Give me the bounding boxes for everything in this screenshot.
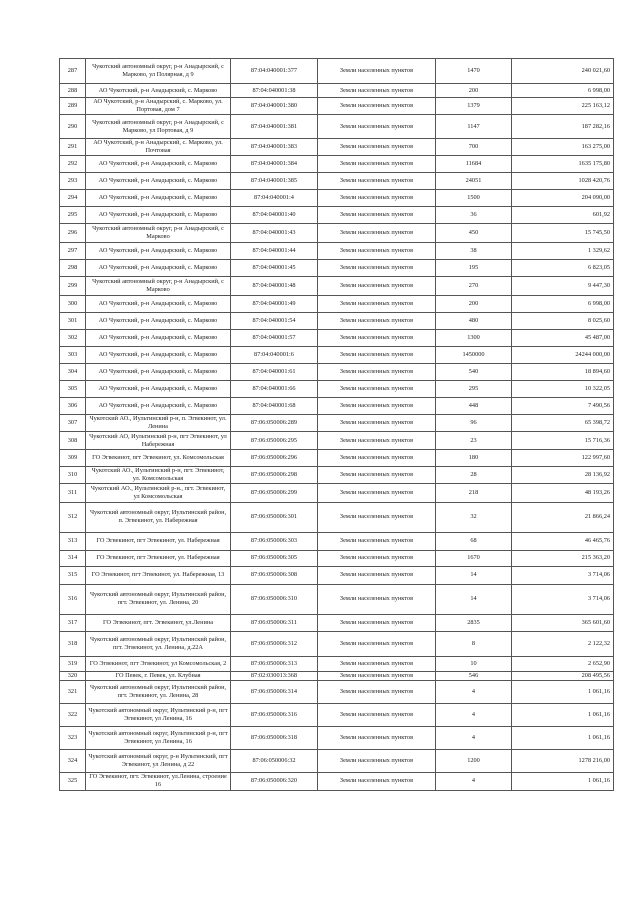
land-category-cell: Земли населенных пунктов [318,584,436,614]
cadastral-number-cell: 87:06:050006:314 [231,680,318,703]
cadastral-number-cell: 87:06:050006:296 [231,450,318,467]
land-category-cell: Земли населенных пунктов [318,84,436,98]
table-row [60,260,614,277]
address-cell: АО Чукотский, р-н Анадырский, с. Марково [86,313,231,330]
row-number-cell: 297 [60,243,86,260]
land-category-cell: Земли населенных пунктов [318,680,436,703]
cadastral-number-cell: 87:04:040001:383 [231,139,318,156]
cadastral-value-cell: 6 998,00 [512,84,614,98]
table-row [60,398,614,415]
row-number-cell: 311 [60,483,86,502]
row-number-cell: 301 [60,313,86,330]
cadastral-number-cell: 87:04:040001:66 [231,381,318,398]
area-cell: 218 [436,483,512,502]
address-cell: АО Чукотский, р-н Анадырский, с. Марково [86,296,231,313]
cadastral-number-cell: 87:06:050006:32 [231,749,318,772]
table-row [60,483,614,502]
cadastral-number-cell: 87:04:040001:38 [231,84,318,98]
cadastral-value-cell: 3 714,06 [512,584,614,614]
land-category-cell: Земли населенных пунктов [318,115,436,139]
land-category-cell: Земли населенных пунктов [318,656,436,671]
area-cell: 8 [436,631,512,656]
area-cell: 1470 [436,59,512,84]
row-number-cell: 302 [60,330,86,347]
cadastral-value-cell: 1 061,16 [512,680,614,703]
cadastral-value-cell: 240 021,60 [512,59,614,84]
row-number-cell: 291 [60,139,86,156]
cadastral-value-cell: 46 465,76 [512,532,614,550]
address-cell: АО Чукотский, р-н Анадырский, с. Марково [86,260,231,277]
address-cell: Чукотский автономный округ, р-н Иультинский, пгт Эгвекинот, ул Ленина, д 22 [86,749,231,772]
cadastral-number-cell: 87:06:050006:320 [231,772,318,790]
area-cell: 11684 [436,156,512,173]
cadastral-number-cell: 87:06:050006:295 [231,432,318,450]
table-row [60,364,614,381]
cadastral-value-cell: 15 745,50 [512,224,614,243]
cadastral-number-cell: 87:04:040001:48 [231,277,318,296]
table-row [60,502,614,532]
address-cell: АО Чукотский, р-н Анадырский, с. Марково [86,173,231,190]
cadastral-value-cell: 204 090,00 [512,190,614,207]
land-category-cell: Земли населенных пунктов [318,330,436,347]
area-cell: 270 [436,277,512,296]
address-cell: АО Чукотский, р-н Анадырский, с. Марково [86,207,231,224]
area-cell: 295 [436,381,512,398]
row-number-cell: 322 [60,703,86,726]
cadastral-number-cell: 87:06:050006:299 [231,483,318,502]
cadastral-value-cell: 601,92 [512,207,614,224]
land-category-cell: Земли населенных пунктов [318,614,436,631]
area-cell: 96 [436,415,512,432]
row-number-cell: 288 [60,84,86,98]
address-cell: ГО Эгвекинот, пгт Эгвекинот, ул. Набережная [86,550,231,566]
table-row [60,173,614,190]
row-number-cell: 292 [60,156,86,173]
table-row [60,726,614,749]
address-cell: Чукотский автономный округ, р-н Анадырский, с Марково, ул Полярная, д 9 [86,59,231,84]
address-cell: АО Чукотский, р-н Анадырский, с. Марково [86,84,231,98]
area-cell: 200 [436,84,512,98]
table-row [60,467,614,484]
area-cell: 28 [436,467,512,484]
area-cell: 700 [436,139,512,156]
cadastral-number-cell: 87:06:050006:301 [231,502,318,532]
row-number-cell: 299 [60,277,86,296]
address-cell: Чукотский автономный округ, р-н Анадырский, с Марково [86,224,231,243]
row-number-cell: 324 [60,749,86,772]
table-row [60,656,614,671]
cadastral-value-cell: 48 193,26 [512,483,614,502]
land-category-cell: Земли населенных пунктов [318,703,436,726]
table-body [60,59,614,791]
cadastral-number-cell: 87:04:040001:381 [231,115,318,139]
row-number-cell: 304 [60,364,86,381]
address-cell: АО Чукотский, р-н Анадырский, с. Марково [86,190,231,207]
land-category-cell: Земли населенных пунктов [318,532,436,550]
table-row [60,139,614,156]
address-cell: АО Чукотский, р-н Анадырский, с. Марково [86,243,231,260]
cadastral-number-cell: 87:06:050006:312 [231,631,318,656]
row-number-cell: 289 [60,98,86,115]
address-cell: Чукотский автономный округ, Иультинский р-н, пгт Эгвекинот, ул Ленина, 16 [86,726,231,749]
land-category-cell: Земли населенных пунктов [318,156,436,173]
table-row [60,347,614,364]
cadastral-number-cell: 87:04:040001:40 [231,207,318,224]
cadastral-value-cell: 18 894,60 [512,364,614,381]
table-row [60,680,614,703]
table-row [60,532,614,550]
row-number-cell: 296 [60,224,86,243]
land-category-cell: Земли населенных пунктов [318,671,436,680]
area-cell: 23 [436,432,512,450]
table-row [60,84,614,98]
row-number-cell: 303 [60,347,86,364]
row-number-cell: 317 [60,614,86,631]
land-category-cell: Земли населенных пунктов [318,398,436,415]
table-row [60,156,614,173]
cadastral-number-cell: 87:06:050006:298 [231,467,318,484]
cadastral-number-cell: 87:04:040001:4 [231,190,318,207]
cadastral-value-cell: 1028 420,76 [512,173,614,190]
area-cell: 32 [436,502,512,532]
row-number-cell: 309 [60,450,86,467]
row-number-cell: 315 [60,566,86,584]
cadastral-value-cell: 2 122,32 [512,631,614,656]
cadastral-number-cell: 87:06:050006:310 [231,584,318,614]
address-cell: Чукотский автономный округ, Иультинский район, пгт. Эгвекинот, ул. Ленина, д.22А [86,631,231,656]
table-row [60,381,614,398]
land-category-cell: Земли населенных пунктов [318,502,436,532]
row-number-cell: 295 [60,207,86,224]
row-number-cell: 290 [60,115,86,139]
cadastral-value-cell: 1 061,16 [512,703,614,726]
land-category-cell: Земли населенных пунктов [318,432,436,450]
address-cell: АО Чукотский, р-н Анадырский, с. Марково [86,364,231,381]
row-number-cell: 319 [60,656,86,671]
table-row [60,415,614,432]
cadastral-number-cell: 87:06:050006:311 [231,614,318,631]
row-number-cell: 305 [60,381,86,398]
cadastral-number-cell: 87:06:050006:305 [231,550,318,566]
area-cell: 1379 [436,98,512,115]
cadastral-value-cell: 28 136,92 [512,467,614,484]
table-row [60,671,614,680]
area-cell: 195 [436,260,512,277]
address-cell: Чукотский автономный округ, р-н Анадырский, с Марково [86,277,231,296]
cadastral-value-cell: 163 275,00 [512,139,614,156]
row-number-cell: 287 [60,59,86,84]
address-cell: Чукотский АО., Иультинский р-н, п. Эгвекинот, ул. Ленина [86,415,231,432]
land-category-cell: Земли населенных пунктов [318,631,436,656]
table-row [60,330,614,347]
address-cell: ГО Эгвекинот, пгт Эгвекинот, ул. Комсомольская [86,450,231,467]
table-row [60,224,614,243]
table-row [60,313,614,330]
cadastral-value-cell: 9 447,30 [512,277,614,296]
cadastral-number-cell: 87:04:040001:385 [231,173,318,190]
land-category-cell: Земли населенных пунктов [318,726,436,749]
row-number-cell: 314 [60,550,86,566]
address-cell: Чукотский автономный округ, Иультинский район, пгт. Эгвекинот, ул. Ленина, 20 [86,584,231,614]
address-cell: Чукотский автономный округ, Иультинский район, п. Эгвекинот, ул. Набережная [86,502,231,532]
cadastral-value-cell: 6 998,00 [512,296,614,313]
address-cell: Чукотский АО., Иультинский р-н, пгт. Эгвекинот, ул. Комсомольская [86,467,231,484]
land-category-cell: Земли населенных пунктов [318,772,436,790]
land-plots-table [59,58,614,791]
cadastral-number-cell: 87:06:050006:318 [231,726,318,749]
land-category-cell: Земли населенных пунктов [318,139,436,156]
land-category-cell: Земли населенных пунктов [318,347,436,364]
address-cell: АО Чукотский, р-н Анадырский, с. Марково [86,398,231,415]
cadastral-number-cell: 87:02:030013:368 [231,671,318,680]
cadastral-value-cell: 1635 175,80 [512,156,614,173]
cadastral-value-cell: 21 866,24 [512,502,614,532]
area-cell: 180 [436,450,512,467]
address-cell: АО Чукотский, р-н Анадырский, с. Марково [86,156,231,173]
table-row [60,98,614,115]
cadastral-number-cell: 87:04:040001:54 [231,313,318,330]
area-cell: 1500 [436,190,512,207]
cadastral-value-cell: 8 025,60 [512,313,614,330]
land-category-cell: Земли населенных пунктов [318,207,436,224]
land-category-cell: Земли населенных пунктов [318,313,436,330]
area-cell: 4 [436,703,512,726]
cadastral-value-cell: 1 061,16 [512,726,614,749]
cadastral-number-cell: 87:06:050006:313 [231,656,318,671]
area-cell: 68 [436,532,512,550]
area-cell: 1200 [436,749,512,772]
address-cell: ГО Эгвекинот, пгт Эгвекинот, ул Комсомольская, 2 [86,656,231,671]
cadastral-value-cell: 1 329,62 [512,243,614,260]
land-category-cell: Земли населенных пунктов [318,550,436,566]
land-category-cell: Земли населенных пунктов [318,450,436,467]
land-category-cell: Земли населенных пунктов [318,243,436,260]
address-cell: ГО Эгвекинот, пгт. Эгвекинот, ул.Ленина [86,614,231,631]
table-row [60,277,614,296]
table-row [60,450,614,467]
table-row [60,550,614,566]
area-cell: 480 [436,313,512,330]
row-number-cell: 316 [60,584,86,614]
address-cell: ГО Эгвекинот, пгт Эгвекинот, ул. Набережная [86,532,231,550]
land-category-cell: Земли населенных пунктов [318,190,436,207]
table-row [60,115,614,139]
land-category-cell: Земли населенных пунктов [318,364,436,381]
cadastral-number-cell: 87:04:040001:377 [231,59,318,84]
cadastral-value-cell: 10 322,05 [512,381,614,398]
cadastral-number-cell: 87:04:040001:57 [231,330,318,347]
area-cell: 4 [436,726,512,749]
table-row [60,190,614,207]
address-cell: АО Чукотский, р-н Анадырский, с. Марково [86,347,231,364]
cadastral-number-cell: 87:04:040001:68 [231,398,318,415]
cadastral-value-cell: 1278 216,00 [512,749,614,772]
land-category-cell: Земли населенных пунктов [318,296,436,313]
row-number-cell: 310 [60,467,86,484]
address-cell: Чукотский АО, Иультинский р-н, пгт Эгвекинот, ул Набережная [86,432,231,450]
table-row [60,703,614,726]
table-row [60,749,614,772]
cadastral-value-cell: 45 487,00 [512,330,614,347]
area-cell: 14 [436,566,512,584]
cadastral-number-cell: 87:04:040001:43 [231,224,318,243]
address-cell: Чукотский автономный округ, Иультинский район, пгт. Эгвекинот, ул. Ленина, 28 [86,680,231,703]
row-number-cell: 321 [60,680,86,703]
row-number-cell: 320 [60,671,86,680]
cadastral-value-cell: 65 398,72 [512,415,614,432]
table-row [60,296,614,313]
cadastral-value-cell: 24244 000,00 [512,347,614,364]
row-number-cell: 307 [60,415,86,432]
cadastral-value-cell: 122 997,60 [512,450,614,467]
land-category-cell: Земли населенных пунктов [318,566,436,584]
row-number-cell: 313 [60,532,86,550]
land-category-cell: Земли населенных пунктов [318,173,436,190]
cadastral-value-cell: 7 490,56 [512,398,614,415]
cadastral-value-cell: 365 601,60 [512,614,614,631]
area-cell: 1147 [436,115,512,139]
cadastral-value-cell: 215 363,20 [512,550,614,566]
area-cell: 2835 [436,614,512,631]
table-row [60,566,614,584]
area-cell: 546 [436,671,512,680]
address-cell: АО Чукотский, р-н Анадырский, с. Марково [86,330,231,347]
row-number-cell: 312 [60,502,86,532]
area-cell: 4 [436,772,512,790]
cadastral-value-cell: 225 163,12 [512,98,614,115]
table-row [60,631,614,656]
table-row [60,432,614,450]
land-category-cell: Земли населенных пунктов [318,483,436,502]
address-cell: Чукотский АО., Иультинский р-н., пгт. Эгвекинот, ул Комсомольская [86,483,231,502]
area-cell: 448 [436,398,512,415]
row-number-cell: 325 [60,772,86,790]
area-cell: 1670 [436,550,512,566]
cadastral-value-cell: 1 061,16 [512,772,614,790]
row-number-cell: 308 [60,432,86,450]
row-number-cell: 306 [60,398,86,415]
cadastral-number-cell: 87:04:040001:384 [231,156,318,173]
land-category-cell: Земли населенных пунктов [318,381,436,398]
address-cell: АО Чукотский, р-н Анадырский, с. Марково, ул. Портовая, дом 7 [86,98,231,115]
row-number-cell: 318 [60,631,86,656]
area-cell: 200 [436,296,512,313]
address-cell: Чукотский автономный округ, Иультинский р-н, пгт Эгвекинот, ул Ленина, 16 [86,703,231,726]
address-cell: ГО Эгвекинот, пгт. Эгвекинот, ул.Ленина, строение 16 [86,772,231,790]
area-cell: 38 [436,243,512,260]
address-cell: ГО Эгвекинот, пгт Эгвекинот, ул. Набережная, 13 [86,566,231,584]
land-category-cell: Земли населенных пунктов [318,59,436,84]
cadastral-value-cell: 3 714,06 [512,566,614,584]
row-number-cell: 293 [60,173,86,190]
cadastral-value-cell: 187 282,16 [512,115,614,139]
table-row [60,207,614,224]
table-row [60,243,614,260]
land-category-cell: Земли населенных пунктов [318,260,436,277]
cadastral-value-cell: 208 495,56 [512,671,614,680]
cadastral-number-cell: 87:04:040001:61 [231,364,318,381]
row-number-cell: 323 [60,726,86,749]
cadastral-number-cell: 87:06:050006:316 [231,703,318,726]
row-number-cell: 300 [60,296,86,313]
address-cell: АО Чукотский, р-н Анадырский, с. Марково, ул. Почтовая [86,139,231,156]
land-category-cell: Земли населенных пунктов [318,98,436,115]
area-cell: 36 [436,207,512,224]
cadastral-number-cell: 87:04:040001:44 [231,243,318,260]
table-row [60,584,614,614]
land-category-cell: Земли населенных пунктов [318,277,436,296]
cadastral-value-cell: 2 652,90 [512,656,614,671]
cadastral-number-cell: 87:06:050006:289 [231,415,318,432]
cadastral-number-cell: 87:04:040001:45 [231,260,318,277]
table-row [60,614,614,631]
area-cell: 14 [436,584,512,614]
area-cell: 24051 [436,173,512,190]
land-category-cell: Земли населенных пунктов [318,224,436,243]
area-cell: 1300 [436,330,512,347]
cadastral-number-cell: 87:06:050006:308 [231,566,318,584]
address-cell: ГО Певек, г. Певек, ул. Клубная [86,671,231,680]
area-cell: 4 [436,680,512,703]
table-row [60,59,614,84]
land-category-cell: Земли населенных пунктов [318,415,436,432]
area-cell: 10 [436,656,512,671]
cadastral-number-cell: 87:04:040001:6 [231,347,318,364]
cadastral-value-cell: 15 716,36 [512,432,614,450]
area-cell: 1450000 [436,347,512,364]
table-row [60,772,614,790]
row-number-cell: 298 [60,260,86,277]
cadastral-number-cell: 87:06:050006:303 [231,532,318,550]
land-category-cell: Земли населенных пунктов [318,467,436,484]
cadastral-number-cell: 87:04:040001:49 [231,296,318,313]
address-cell: Чукотский автономный округ, р-н Анадырский, с Марково, ул Портовая, д 9 [86,115,231,139]
area-cell: 540 [436,364,512,381]
address-cell: АО Чукотский, р-н Анадырский, с. Марково [86,381,231,398]
cadastral-value-cell: 6 823,05 [512,260,614,277]
row-number-cell: 294 [60,190,86,207]
area-cell: 450 [436,224,512,243]
land-category-cell: Земли населенных пунктов [318,749,436,772]
cadastral-number-cell: 87:04:040001:380 [231,98,318,115]
